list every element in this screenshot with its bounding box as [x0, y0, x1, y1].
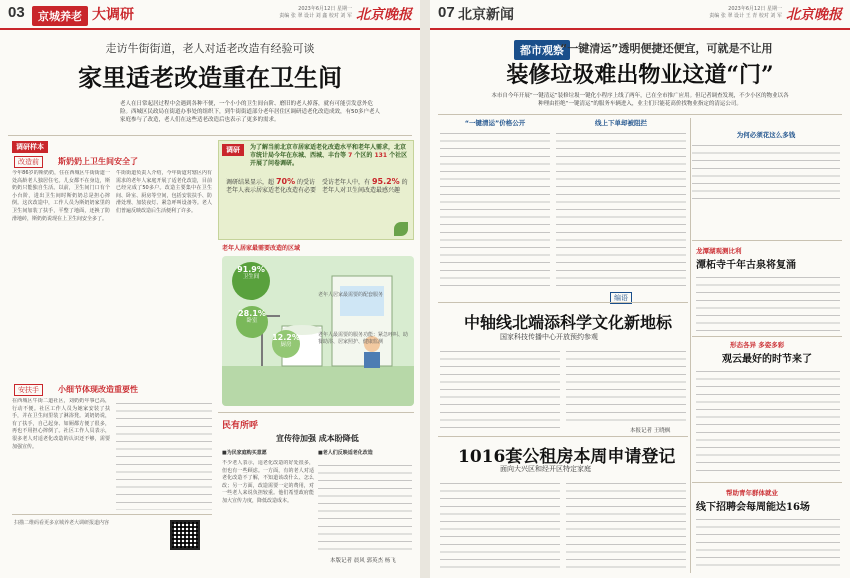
science-deck: 国家科技传播中心开放预约参观	[500, 333, 598, 341]
article-headline: 家里适老改造重在卫生间	[78, 63, 342, 92]
footer-byline: 本版记者 晨风 郭英杰 杨飞	[330, 558, 396, 564]
article-intro: 老人在日常起居过程中会遇到各种不便，一个小小的卫生间台阶、磨旧的老人掉落，就有可能引发意外危险。西城区民政局在街道办事处的组织下，到牛街街道部分老年居住区调研适老化改造成效，有50多户老人家庭参与了改造，老人们在这些适老改造后也表示了更多的需求。	[120, 101, 381, 123]
survey-heading	[250, 144, 410, 168]
side1-text	[696, 272, 840, 332]
col1-title: “一键清运”价格公开	[464, 119, 526, 127]
header-meta-right	[709, 6, 782, 20]
box1-text-2: 牛街街道负责人介绍，今年街道对辖区内有需求的老年人家庭开展了适老化改造，目前已经完成了50多户。改造主要集中在卫生间、卧室、厨房等空间，包括安装扶手、防滑处理、加装夜灯、紧急呼叫设备等。老人们普遍反映改造后生活便利了许多。	[116, 170, 212, 214]
side3-tag: 帮助青年群体就业	[726, 489, 778, 497]
right-headline: 装修垃圾难出物业这道“门”	[506, 62, 774, 88]
divider-r3	[438, 436, 688, 437]
sidebar-divider	[690, 118, 691, 573]
box1-tag: 改造前	[14, 156, 43, 168]
divider-r1	[438, 114, 842, 115]
bubble3-value: 12.2%	[272, 333, 300, 342]
side3-text	[696, 514, 840, 572]
box3-title: 小细节体现改造重要性	[58, 385, 138, 394]
housing-text-2	[566, 478, 686, 572]
divider-2	[218, 412, 414, 413]
meta-editors: 责编 张 翠 设计 刘 鑫 校对 刘 军	[279, 13, 352, 19]
divider	[8, 135, 412, 136]
masthead-logo: 北京晚报	[356, 7, 412, 23]
housing-deck: 面向大兴区和经开区特定家庭	[500, 465, 591, 473]
page-number: 03	[8, 4, 25, 21]
divider-r2	[438, 302, 688, 303]
meta-date-right: 2023年6月12日 星期一	[728, 6, 782, 12]
bubble2-value: 28.1%	[238, 309, 266, 318]
bubble-kitchen	[272, 330, 300, 358]
bubble1-label: 卫生间	[242, 273, 260, 280]
side2-text	[696, 366, 840, 476]
col2-text	[556, 128, 686, 290]
science-text-1	[440, 346, 560, 432]
survey-label: 调研	[222, 144, 244, 156]
box4-title: 宣传待加强 成本盼降低	[276, 434, 359, 443]
box4-sub-1: ■为民家庭购买意愿	[222, 450, 267, 456]
survey-heading-mid: 个区的	[354, 152, 373, 159]
qr-code-icon[interactable]	[170, 520, 200, 550]
survey-district-count: 7	[348, 152, 353, 159]
col3-title: 为何必须花这么多钱	[736, 131, 796, 139]
header-meta	[279, 6, 352, 20]
bubble1-value: 91.9%	[237, 265, 265, 274]
stat1-tail: 的受访老年人表示居家适老化改造有必要	[226, 179, 317, 194]
qr-caption: 扫描二维码看更多京城养老大调研报道内容	[14, 520, 110, 526]
leaf-icon	[394, 222, 408, 236]
right-kicker: “一键清运”透明便捷还便宜，可就是不让用	[560, 42, 773, 55]
box3-text-continued	[116, 398, 212, 510]
box4-tag: 民有所呼	[222, 421, 259, 431]
left-page-header	[0, 0, 420, 30]
meta-editors-right: 责编 张 翠 设计 王 青 校对 刘 军	[709, 13, 782, 19]
side2-tag: 形态各异 多姿多彩	[730, 341, 785, 349]
box4-text: 不少老人表示，适老化改造的好处很多，但也有一些顾虑。一方面，有的老人对适老化改造不了解，不知道该改什么、怎么改；另一方面，改造需要一定的费用，对一些老人来说负担较重。他们希望政府能加大宣传力度，降低改造成本。	[222, 460, 314, 504]
center-tag: 编语	[610, 292, 632, 304]
box3-tag: 安扶手	[14, 384, 43, 396]
masthead-logo-right: 北京晚报	[786, 7, 842, 23]
bubble3-label: 厨房	[280, 341, 292, 348]
section-label: 京城养老	[32, 6, 88, 26]
section-title-right: 北京新闻	[458, 7, 514, 23]
left-page	[0, 0, 420, 578]
science-headline: 中轴线北端添科学文化新地标	[464, 313, 673, 332]
housing-text-1	[440, 478, 560, 572]
right-page-header	[430, 0, 850, 30]
page-number-right: 07	[438, 4, 455, 21]
side3-headline: 线下招聘会每周能达16场	[696, 502, 810, 513]
side1-tag: 龙潭湖观测比利	[696, 247, 742, 255]
stat2-tail: 的老年人对卫生间改造最感兴趣	[322, 179, 408, 194]
side2-headline: 观云最好的时节来了	[722, 354, 812, 365]
survey-stat-2	[322, 178, 410, 195]
divider-3	[12, 514, 212, 515]
survey-community-count: 131	[374, 152, 388, 159]
sidebar-rule-1	[692, 240, 842, 241]
survey-heading-tail: 个社区开展了问卷调研。	[250, 152, 408, 167]
bubble-bathroom	[232, 262, 270, 300]
illustration-note-2: 老年人最需要的服务功能：紧急呼叫、助餐助浴、居家照护、健康监测	[318, 332, 409, 345]
science-byline: 本报记者 王晓枫	[630, 428, 671, 434]
article-kicker: 走访牛街街道，老人对适老改造有经验可谈	[105, 42, 315, 55]
article-tag: 都市观察	[514, 40, 570, 60]
box1-text: 今年86岁的斯奶奶，住在西城区牛街街道一处高龄老人独居住宅。儿女都不在身边，斯奶奶只能独自生活。以前，卫生间门口有个小台阶，进出卫生间时斯奶奶总是担心摔倒。这次改造中，工作人员为斯奶奶家里的卫生间加装了扶手，平整了地面，还换了防滑地砖，斯奶奶说现在上卫生间安全多了。	[12, 170, 110, 222]
survey-heading-text: 为了解当前北京市居家适老化改造水平和老年人需求，北京市统计局今年在东城、西城、丰台等	[250, 144, 407, 159]
side1-headline: 潭柘寺千年古泉将复涌	[696, 260, 796, 271]
col2-title: 线上下单却被阻拦	[595, 119, 647, 127]
stat1-value: 70%	[275, 177, 296, 186]
bubble2-label: 卧室	[246, 317, 258, 324]
stat2-value: 95.2%	[371, 177, 400, 186]
survey-stat-1	[226, 178, 316, 195]
sidebar-rule-3	[692, 482, 842, 483]
box1-label: 调研样本	[12, 141, 48, 153]
science-text-2	[566, 346, 686, 426]
meta-date: 2023年6月12日 星期一	[298, 6, 352, 12]
box1-title: 斯奶奶上卫生间安全了	[58, 157, 138, 166]
section-title: 大调研	[92, 7, 134, 23]
right-intro: 本市自今年开展“一键清运”装修垃圾一键化小程序上线了两年，已在全市推广应用。但记者调查发现，不少小区的物业以各种理由拒绝“一键清运”的服务车辆进入，业主们只能花高价找物业指定的清运公司。	[491, 93, 789, 107]
box3-text: 在西城区牛街二道社区，刘奶奶年事已高，行动不便。社区工作人员为她家安装了扶手，并在卫生间里装了淋浴凳。刘奶奶说，有了扶手，自己起身、如厕都方便了很多，再也不用担心摔倒了。社区工作人员表示，很多老人对适老化改造的认识还不够，需要加强宣传。	[12, 398, 110, 450]
stat2-label: 受访老年人中，有	[322, 179, 371, 186]
illustration-note-1: 老年人居家最需要的配套服务	[318, 292, 384, 298]
housing-headline: 1016套公租房本周申请登记	[458, 447, 676, 467]
bubble-bedroom	[236, 306, 268, 338]
box4-sub-2: ■老人们反映适老化改造	[318, 450, 373, 456]
stat1-label: 调研结果显示，超	[226, 179, 275, 186]
col1-text	[440, 128, 550, 290]
page-gutter	[420, 0, 430, 578]
col3-text	[692, 140, 840, 200]
sidebar-rule-2	[692, 336, 842, 337]
box4-text-continued	[318, 460, 412, 554]
green-title: 老年人居家最需要改造的区域	[222, 245, 301, 252]
right-page	[430, 0, 850, 578]
